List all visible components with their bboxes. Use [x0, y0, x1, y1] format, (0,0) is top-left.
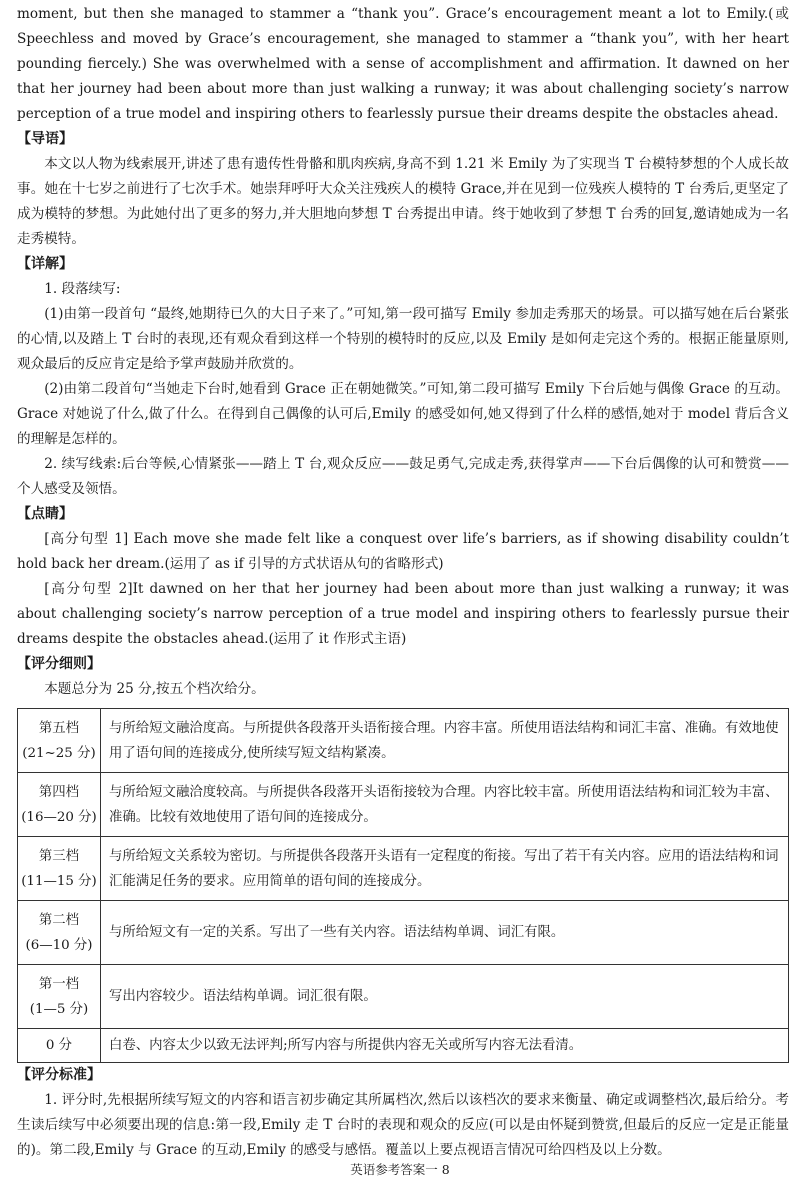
level-description: 与所给短文关系较为密切。与所提供各段落开头语有一定程度的衔接。写出了若干有关内容。应用的语法结构和词汇能满足任务的要求。应用简单的语句间的连接成分。	[101, 837, 789, 901]
document-page	[17, 2, 789, 1163]
table-row	[18, 965, 789, 1029]
xiangjie-paragraph-1: 1. 段落续写:	[44, 281, 121, 297]
level-cell	[18, 709, 101, 773]
level-range: (1—5 分)	[29, 1001, 89, 1017]
xiangjie-paragraph-4: 2. 续写线索:后台等候,心情紧张——踏上 T 台,观众反应——鼓足勇气,完成走秀,获得掌声——下台后偶像的认可和赞赏——个人感受及领悟。	[17, 456, 789, 497]
level-name: 0 分	[45, 1038, 73, 1053]
table-row	[18, 1029, 789, 1063]
daoyu-paragraph: 本文以人物为线索展开,讲述了患有遗传性骨骼和肌肉疾病,身高不到 1.21 米 Emily 为了实现当 T 台模特梦想的个人成长故事。她在十七岁之前进行了七次手术。她崇拜呼吁大众关注残疾人的模特 Grace,并在见到一位残疾人模特的 T 台秀后,更坚定了成为模特的梦想。为此她付出了更多的努力,并大胆地向梦想 T 台秀提出申请。终于她收到了梦想 T 台秀的回复,邀请她成为一名走秀模特。	[17, 156, 789, 247]
section-heading-xiangjie: 【详解】	[17, 256, 73, 272]
level-range: (21~25 分)	[22, 745, 96, 761]
level-cell	[18, 837, 101, 901]
level-description: 与所给短文融洽度较高。与所提供各段落开头语衔接较为合理。内容比较丰富。所使用语法结构和词汇较为丰富、准确。比较有效地使用了语句间的连接成分。	[101, 773, 789, 837]
level-description: 写出内容较少。语法结构单调。词汇很有限。	[101, 965, 789, 1029]
continuation-paragraph: moment, but then she managed to stammer a “thank you”. Grace’s encouragement meant a lot to Emily.(或 Speechless and moved by Grace’s encouragement, she managed to stammer a “thank you”, with her heart pounding fiercely.) She was overwhelmed with a sense of accomplishment and affirmation. It dawned on her that her journey had been about more than just walking a runway; it was about challenging society’s narrow perception of a true model and inspiring others to fearlessly pursue their dreams despite the obstacles ahead.	[17, 6, 789, 122]
level-range: (11—15 分)	[21, 873, 97, 889]
table-row	[18, 837, 789, 901]
level-cell	[18, 1029, 101, 1063]
xiangjie-paragraph-2: (1)由第一段首句 “最终,她期待已久的大日子来了。”可知,第一段可描写 Emily 参加走秀那天的场景。可以描写她在后台紧张的心情,以及踏上 T 台时的表现,还有观众看到这样一个特别的模特时的反应,以及 Emily 是如何走完这个秀的。根据正能量原则,观众最后的反应肯定是给予掌声鼓励并欣赏的。	[17, 306, 789, 372]
table-row	[18, 709, 789, 773]
level-range: (6—10 分)	[25, 937, 93, 953]
page-footer: 英语参考答案一 8	[350, 1162, 450, 1177]
level-name: 第一档	[38, 976, 80, 992]
scoring-intro: 本题总分为 25 分,按五个档次给分。	[44, 681, 265, 697]
section-heading-daoyu: 【导语】	[17, 131, 73, 147]
level-cell	[18, 965, 101, 1029]
level-name: 第三档	[38, 848, 80, 864]
level-name: 第二档	[38, 912, 80, 928]
scoring-table	[17, 708, 789, 1063]
scoring-standard-paragraph: 1. 评分时,先根据所续写短文的内容和语言初步确定其所属档次,然后以该档次的要求来衡量、确定或调整档次,最后给分。考生读后续写中必须要出现的信息:第一段,Emily 走 T 台时的表现和观众的反应(可以是由怀疑到赞赏,但最后的反应一定是正能量的)。第二段,Emily 与 Grace 的互动,Emily 的感受与感悟。覆盖以上要点视语言情况可给四档及以上分数。	[17, 1092, 789, 1158]
table-row	[18, 773, 789, 837]
level-description: 与所给短文融洽度高。与所提供各段落开头语衔接合理。内容丰富。所使用语法结构和词汇丰富、准确。有效地使用了语句间的连接成分,使所续写短文结构紧凑。	[101, 709, 789, 773]
section-heading-dianjing: 【点睛】	[17, 506, 73, 522]
xiangjie-paragraph-3: (2)由第二段首句“当她走下台时,她看到 Grace 正在朝她微笑。”可知,第二段可描写 Emily 下台后她与偶像 Grace 的互动。Grace 对她说了什么,做了什么。在得到自己偶像的认可后,Emily 的感受如何,她又得到了什么样的感悟,她对于 model 背后含义的理解是怎样的。	[17, 381, 789, 447]
level-description: 白卷、内容太少以致无法评判;所写内容与所提供内容无关或所写内容无法看清。	[101, 1029, 789, 1063]
section-heading-pingfen-biaozhun: 【评分标准】	[17, 1067, 101, 1083]
level-range: (16—20 分)	[21, 809, 97, 825]
level-cell	[18, 773, 101, 837]
dianjing-sentence-1: [高分句型 1] Each move she made felt like a conquest over life’s barriers, as if showing disability couldn’t hold back her dream.(运用了 as if 引导的方式状语从句的省略形式)	[17, 531, 789, 572]
table-row	[18, 901, 789, 965]
level-description: 与所给短文有一定的关系。写出了一些有关内容。语法结构单调、词汇有限。	[101, 901, 789, 965]
level-cell	[18, 901, 101, 965]
dianjing-sentence-2: [高分句型 2]It dawned on her that her journey had been about more than just walking a runway; it was about challenging society’s narrow perception of a true model and inspiring others to fearlessly pursue their dreams despite the obstacles ahead.(运用了 it 作形式主语)	[17, 581, 789, 647]
section-heading-pingfen-xize: 【评分细则】	[17, 656, 101, 672]
level-name: 第四档	[38, 784, 80, 800]
level-name: 第五档	[38, 720, 80, 736]
